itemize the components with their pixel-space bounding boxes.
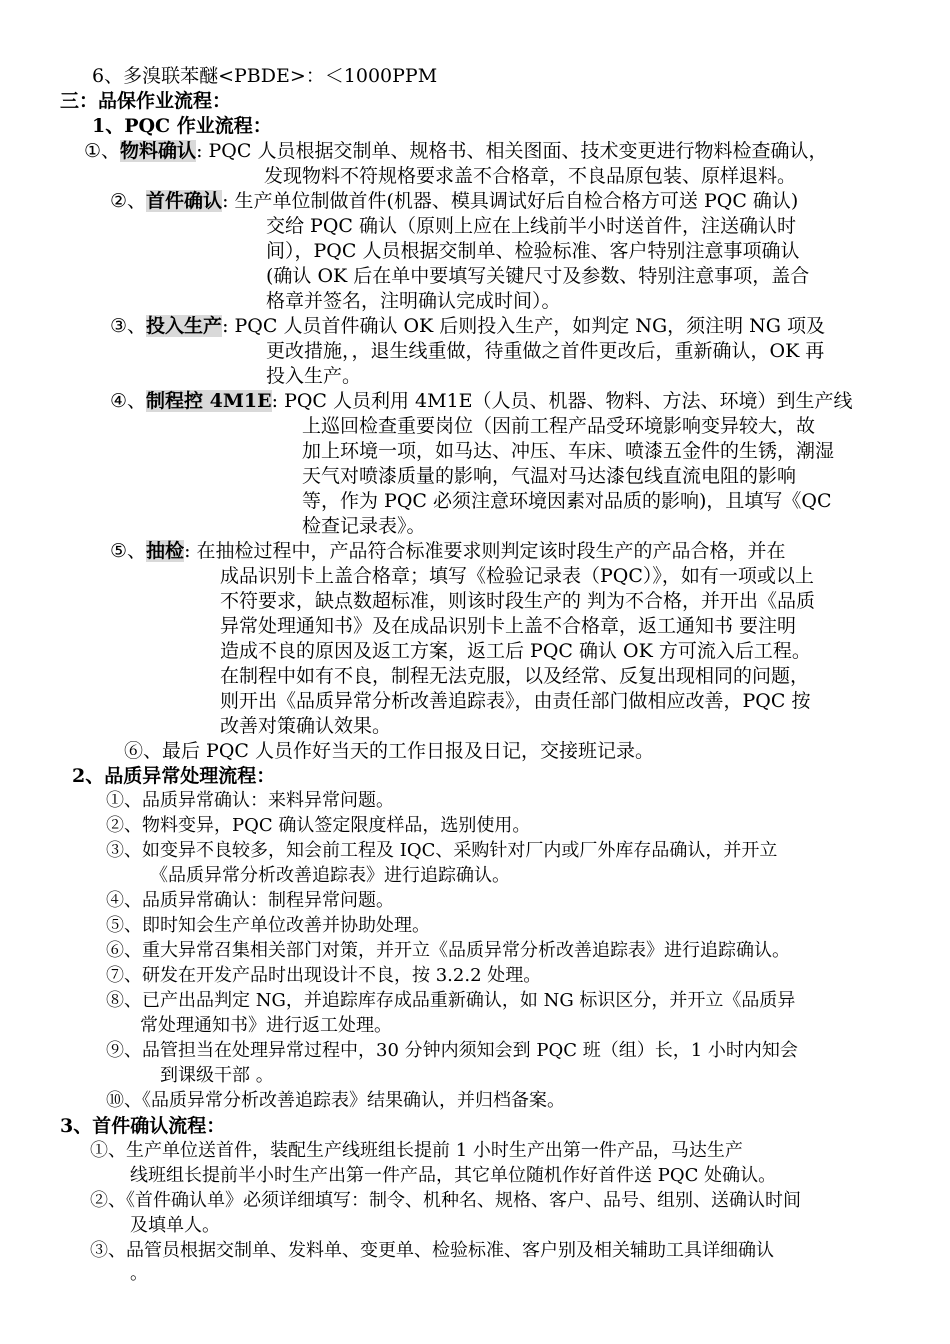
abnormal-line: ⑦、研发在开发产品时出现设计不良，按 3.2.2 处理。: [106, 965, 542, 986]
item-text: 则开出《品质异常分析改善追踪表》，由责任部门做相应改善，PQC 按: [220, 690, 811, 712]
item-text: 交给 PQC 确认（原则上应在上线前半小时送首件，注送确认时: [266, 215, 796, 237]
abnormal-line: ③、如变异不良较多，知会前工程及 IQC、采购针对厂内或厂外库存品确认，并开立: [106, 840, 778, 861]
item-marker: ②、: [110, 190, 147, 212]
item-term: 投入生产: [146, 315, 223, 337]
item-term: 物料确认: [120, 140, 197, 162]
pqc-item-6: ⑥、最后 PQC 人员作好当天的工作日报及日记，交接班记录。: [124, 740, 654, 762]
first-article-line: ①、生产单位送首件，装配生产线班组长提前 1 小时生产出第一件产品，马达生产: [90, 1140, 743, 1161]
item-marker: ④、: [110, 390, 147, 412]
abnormal-line: ②、物料变异，PQC 确认签定限度样品，选别使用。: [106, 815, 531, 836]
item-text: 造成不良的原因及返工方案，返工后 PQC 确认 OK 方可流入后工程。: [220, 640, 811, 662]
item-text: 不符要求，缺点数超标准，则该时段生产的 判为不合格，并开出《品质: [220, 590, 816, 612]
first-article-heading: 3、首件确认流程：: [60, 1115, 226, 1137]
pqc-item-1: [84, 139, 827, 163]
pqc-flow-heading: 1、PQC 作业流程：: [92, 115, 272, 137]
item-term: 抽检: [146, 540, 185, 562]
pqc-item-5: [110, 539, 786, 563]
abnormal-flow-heading: 2、品质异常处理流程：: [72, 765, 276, 787]
item-text: 在制程中如有不良，制程无法克服，以及经常、反复出现相同的问题，: [220, 665, 810, 687]
pqc-item-2: [110, 189, 798, 213]
item-term: 首件确认: [146, 190, 223, 212]
abnormal-line: 常处理通知书》进行返工处理。: [140, 1015, 392, 1036]
item-text: : PQC 人员首件确认 OK 后则投入生产，如判定 NG，须注明 NG 项及: [222, 315, 826, 337]
item-text: 更改措施，，退生线重做，待重做之首件更改后，重新确认，OK 再: [266, 340, 825, 362]
first-article-line: 线班组长提前半小时生产出第一件产品，其它单位随机作好首件送 PQC 处确认。: [130, 1165, 777, 1186]
abnormal-line: ①、品质异常确认：来料异常问题。: [106, 790, 394, 811]
abnormal-line: ⑧、已产出品判定 NG，并追踪库存成品重新确认，如 NG 标识区分，并开立《品质异: [106, 990, 796, 1011]
item-text: 改善对策确认效果。: [220, 715, 392, 737]
first-article-line: ②、《首件确认单》必须详细填写：制令、机种名、规格、客户、品号、组别、送确认时间: [90, 1190, 801, 1211]
item-text: 投入生产。: [266, 365, 362, 387]
abnormal-line: ④、品质异常确认：制程异常问题。: [106, 890, 394, 911]
item-text: 异常处理通知书》及在成品识别卡上盖不合格章，返工通知书 要注明: [220, 615, 797, 637]
item-text: (确认 OK 后在单中要填写关键尺寸及参数、特别注意事项，盖合: [266, 265, 810, 287]
first-article-line: 。: [130, 1263, 148, 1284]
section-3-heading: 三：品保作业流程：: [60, 90, 232, 112]
item-text: 上巡回检查重要岗位（因前工程产品受环境影响变异较大，故: [302, 415, 816, 437]
abnormal-line: 到课级干部 。: [160, 1065, 274, 1086]
abnormal-line: ⑤、即时知会生产单位改善并协助处理。: [106, 915, 430, 936]
item-text: 天气对喷漆质量的影响，气温对马达漆包线直流电阻的影响: [302, 465, 797, 487]
item-text: : PQC 人员利用 4M1E（人员、机器、物料、方法、环境）到生产线: [271, 390, 853, 412]
pqc-item-4: [110, 389, 853, 413]
item-marker: ①、: [84, 140, 121, 162]
item-text: 加上环境一项，如马达、冲压、车床、喷漆五金件的生锈，潮湿: [302, 440, 835, 462]
item-marker: ③、: [110, 315, 147, 337]
abnormal-line: 《品质异常分析改善追踪表》进行追踪确认。: [150, 865, 510, 886]
abnormal-line: ⑩、《品质异常分析改善追踪表》结果确认，并归档备案。: [106, 1090, 565, 1111]
first-article-line: ③、品管员根据交制单、发料单、变更单、检验标准、客户别及相关辅助工具详细确认: [90, 1240, 774, 1261]
item-text: : 在抽检过程中，产品符合标准要求则判定该时段生产的产品合格，并在: [184, 540, 786, 562]
item-text: : 生产单位制做首件(机器、模具调试好后自检合格方可送 PQC 确认): [222, 190, 799, 212]
item-text: : PQC 人员根据交制单、规格书、相关图面、技术变更进行物料检查确认，: [196, 140, 828, 162]
item-text: 发现物料不符规格要求盖不合格章，不良品原包装、原样退料。: [264, 165, 797, 187]
item-marker: ⑤、: [110, 540, 147, 562]
pbde-limit-line: 6、多溴联苯醚<PBDE>：＜1000PPM: [92, 65, 438, 87]
first-article-line: 及填单人。: [130, 1215, 220, 1236]
item-text: 间），PQC 人员根据交制单、检验标准、客户特别注意事项确认: [266, 240, 800, 262]
abnormal-line: ⑥、重大异常召集相关部门对策，并开立《品质异常分析改善追踪表》进行追踪确认。: [106, 940, 790, 961]
item-text: 等，作为 PQC 必须注意环境因素对品质的影响)，且填写《QC: [302, 490, 832, 512]
item-text: 检查记录表》。: [302, 515, 426, 537]
item-term: 制程控 4M1E: [146, 390, 272, 412]
pqc-item-3: [110, 314, 825, 338]
abnormal-line: ⑨、品管担当在处理异常过程中，30 分钟内须知会到 PQC 班（组）长，1 小时内知会: [106, 1040, 798, 1061]
item-text: 格章并签名，注明确认完成时间）。: [266, 290, 561, 312]
item-text: 成品识别卡上盖合格章；填写《检验记录表（PQC）》，如有一项或以上: [220, 565, 814, 587]
